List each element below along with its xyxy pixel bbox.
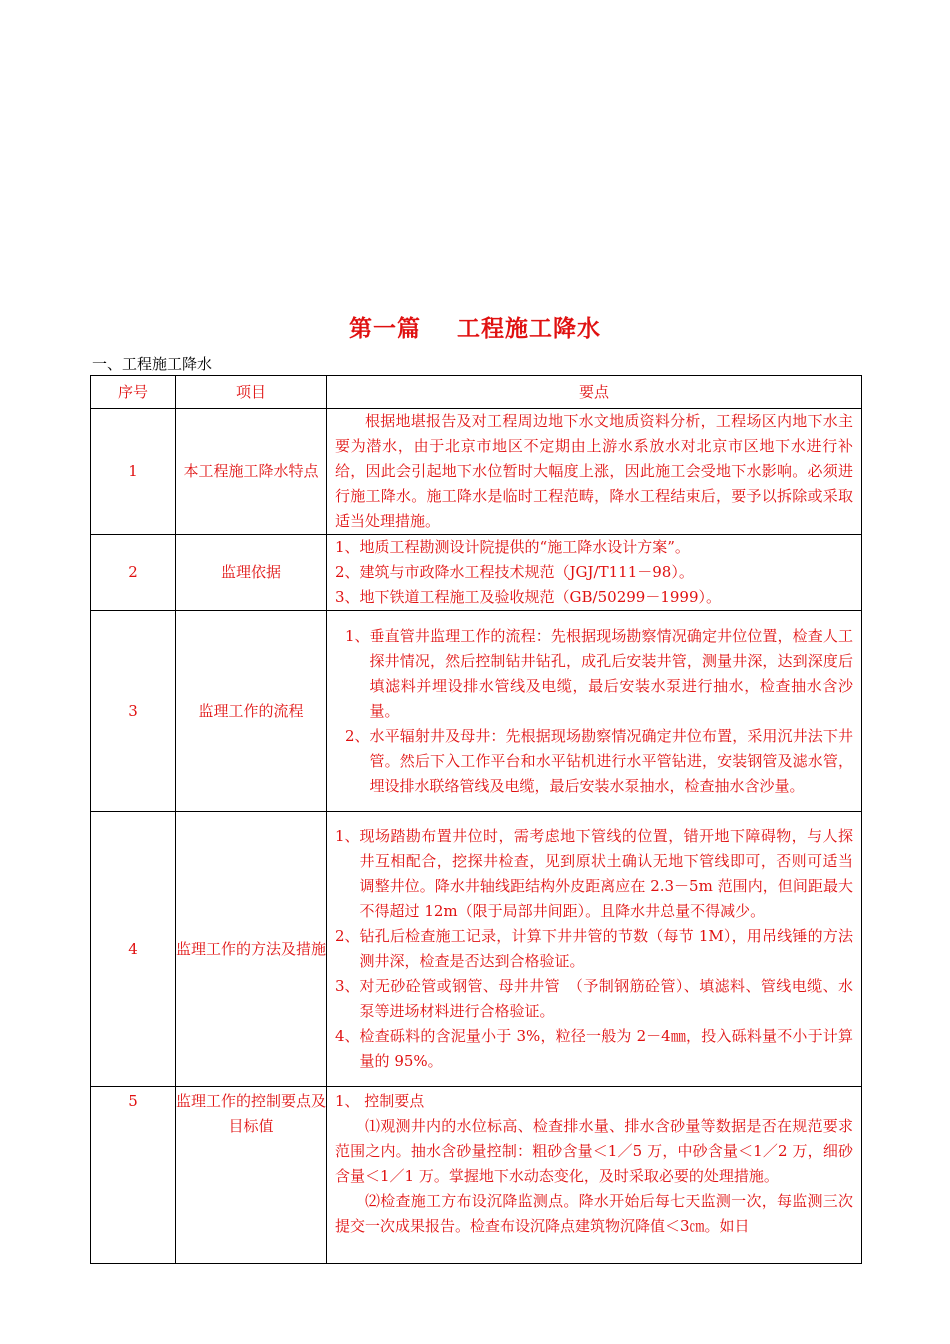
- row-points: [327, 409, 862, 535]
- row-points: [327, 535, 862, 611]
- item-number: 1、: [335, 827, 360, 845]
- title-part2: 工程施工降水: [457, 315, 601, 342]
- header-item: 项目: [176, 376, 327, 409]
- item-text: 对无砂砼管或钢管、母井井管 （予制钢筋砼管）、填滤料、管线电缆、水泵等进场材料进行合格验证。: [359, 977, 853, 1020]
- list-item: [335, 924, 853, 974]
- table-row: [91, 1087, 862, 1264]
- row-no: 1: [91, 409, 176, 535]
- list-item: [335, 724, 853, 799]
- row-item: 监理工作的方法及措施: [176, 812, 327, 1087]
- page-title: [0, 310, 950, 343]
- row-item: 监理依据: [176, 535, 327, 611]
- table-row: [91, 535, 862, 611]
- item-number: 2、: [345, 726, 370, 745]
- row-paragraph: ⑴观测井内的水位标高、检查排水量、排水含砂量等数据是否在规范要求范围之内。抽水含砂量控制：粗砂含量＜1／5 万，中砂含量＜1／2 万，细砂含量＜1／1 万。掌握地下水动态变化，及时采取必要的处理措施。: [335, 1117, 853, 1185]
- row-item: 监理工作的流程: [176, 611, 327, 812]
- row-points: [327, 611, 862, 812]
- item-text: 水平辐射井及母井：先根据现场勘察情况确定井位布置，采用沉井法下井管。然后下入工作平台和水平钻机进行水平管钻进，安装钢管及滤水管，埋设排水联络管线及电缆，最后安装水泵抽水，检查抽水含沙量。: [369, 726, 853, 795]
- item-text: 现场踏勘布置井位时，需考虑地下管线的位置，错开地下障碍物，与人探井互相配合，挖探井检查，见到原状土确认无地下管线即可，否则可适当调整井位。降水井轴线距结构外皮距离应在 2.3－5m 范围内，但间距最大不得超过 12m（限于局部井间距）。且降水井总量不得减少。: [359, 827, 853, 920]
- row-no: 3: [91, 611, 176, 812]
- header-points: 要点: [327, 376, 862, 409]
- item-text: 地下铁道工程施工及验收规范（GB/50299－1999）。: [359, 588, 721, 606]
- row-paragraph: 根据地堪报告及对工程周边地下水文地质资料分析，工程场区内地下水主要为潜水，由于北京市地区不定期由上游水系放水对北京市区地下水进行补给，因此会引起地下水位暂时大幅度上涨，因此施工会受地下水影响。必须进行施工降水。施工降水是临时工程范畴，降水工程结束后，要予以拆除或采取适当处理措施。: [335, 412, 853, 530]
- list-item: [335, 585, 853, 610]
- row-item: 本工程施工降水特点: [176, 409, 327, 535]
- row-points: [327, 1087, 862, 1264]
- item-number: 1、: [345, 626, 370, 645]
- table-row: [91, 812, 862, 1087]
- row-item: 监理工作的控制要点及目标值: [176, 1087, 327, 1264]
- item-number: 4、: [335, 1027, 360, 1045]
- item-number: 2、: [335, 927, 360, 945]
- title-part1: 第一篇: [349, 315, 421, 342]
- row-subheading: 1、 控制要点: [335, 1092, 425, 1110]
- item-text: 建筑与市政降水工程技术规范（JGJ/T111－98）。: [359, 563, 694, 581]
- item-text: 地质工程勘测设计院提供的“施工降水设计方案”。: [359, 538, 690, 556]
- list-item: [335, 560, 853, 585]
- list-item: [335, 535, 853, 560]
- row-no: 5: [91, 1087, 176, 1264]
- header-no: 序号: [91, 376, 176, 409]
- list-item: [335, 824, 853, 924]
- row-no: 2: [91, 535, 176, 611]
- table-row: [91, 409, 862, 535]
- list-item: [335, 1024, 853, 1074]
- row-paragraph: ⑵检查施工方布设沉降监测点。降水开始后每七天监测一次，每监测三次提交一次成果报告。检查布设沉降点建筑物沉降值＜3㎝。如日: [335, 1192, 853, 1235]
- section-heading: 一、工程施工降水: [92, 355, 213, 373]
- item-number: 1、: [335, 538, 360, 556]
- table-row: [91, 611, 862, 812]
- row-points: [327, 812, 862, 1087]
- item-text: 垂直管井监理工作的流程：先根据现场勘察情况确定井位位置，检查人工探井情况，然后控制钻井钻孔，成孔后安装井管，测量井深，达到深度后填滤料并埋设排水管线及电缆，最后安装水泵进行抽水，检查抽水含沙量。: [369, 626, 853, 720]
- item-text: 钻孔后检查施工记录，计算下井井管的节数（每节 1M），用吊线锤的方法测井深，检查是否达到合格验证。: [359, 927, 853, 970]
- dewatering-table: [90, 375, 862, 1264]
- item-number: 3、: [335, 588, 360, 606]
- item-number: 2、: [335, 563, 360, 581]
- row-no: 4: [91, 812, 176, 1087]
- list-item: [335, 624, 853, 724]
- item-text: 检查砾料的含泥量小于 3%，粒径一般为 2－4㎜，投入砾料量不小于计算量的 95%。: [359, 1027, 853, 1070]
- item-number: 3、: [335, 977, 360, 995]
- table-header-row: [91, 376, 862, 409]
- list-item: [335, 974, 853, 1024]
